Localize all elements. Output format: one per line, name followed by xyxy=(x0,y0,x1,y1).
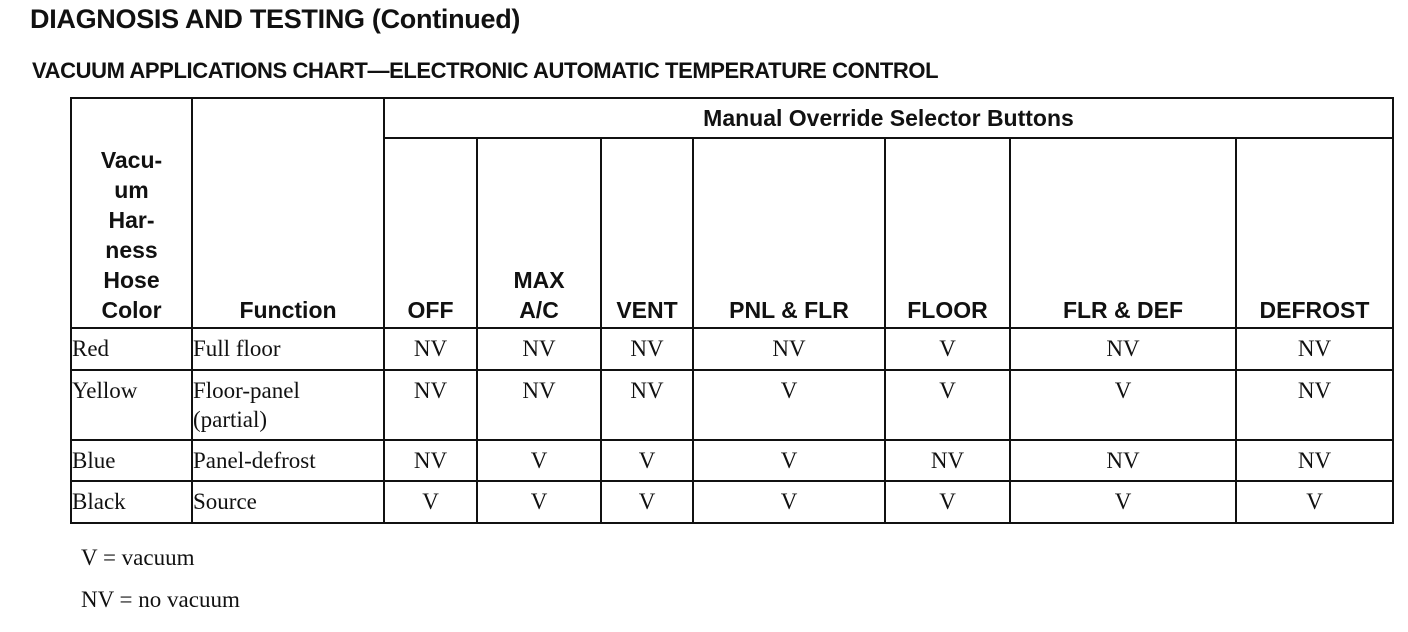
page-heading: DIAGNOSIS AND TESTING (Continued) xyxy=(30,4,521,34)
hose-color-cell: Black xyxy=(71,481,192,523)
vacuum-value-cell: V xyxy=(1010,370,1236,440)
vacuum-value-cell: NV xyxy=(885,440,1010,481)
vacuum-value-cell: NV xyxy=(477,370,601,440)
vacuum-value-cell: V xyxy=(477,440,601,481)
vacuum-value-cell: NV xyxy=(1236,440,1393,481)
vacuum-value-cell: V xyxy=(693,440,885,481)
function-cell: Source xyxy=(192,481,384,523)
function-header: Function xyxy=(192,98,384,328)
vacuum-value-cell: NV xyxy=(1010,328,1236,370)
hose-color-cell: Blue xyxy=(71,440,192,481)
vacuum-value-cell: NV xyxy=(1236,328,1393,370)
vacuum-value-cell: NV xyxy=(384,328,477,370)
vacuum-value-cell: NV xyxy=(477,328,601,370)
vacuum-value-cell: V xyxy=(601,440,693,481)
vacuum-value-cell: V xyxy=(1236,481,1393,523)
vacuum-value-cell: V xyxy=(601,481,693,523)
override-group-header: Manual Override Selector Buttons xyxy=(384,98,1393,138)
function-cell: Floor-panel (partial) xyxy=(192,370,384,440)
legend-vacuum: V = vacuum xyxy=(81,545,195,570)
header-row-group xyxy=(71,98,1393,138)
button-header-flr-def: FLR & DEF xyxy=(1010,138,1236,328)
button-header-pnl-flr: PNL & FLR xyxy=(693,138,885,328)
vacuum-value-cell: V xyxy=(885,328,1010,370)
button-header-defrost: DEFROST xyxy=(1236,138,1393,328)
vacuum-value-cell: NV xyxy=(384,370,477,440)
button-header-vent: VENT xyxy=(601,138,693,328)
vacuum-value-cell: V xyxy=(693,370,885,440)
button-header-max-ac: MAX A/C xyxy=(477,138,601,328)
button-header-off: OFF xyxy=(384,138,477,328)
table-row xyxy=(71,328,1393,370)
function-cell: Panel-defrost xyxy=(192,440,384,481)
hose-color-cell: Yellow xyxy=(71,370,192,440)
vacuum-value-cell: NV xyxy=(601,328,693,370)
vacuum-value-cell: V xyxy=(693,481,885,523)
chart-title: VACUUM APPLICATIONS CHART—ELECTRONIC AUTOMATIC TEMPERATURE CONTROL xyxy=(32,58,939,83)
table-row xyxy=(71,440,1393,481)
button-header-floor: FLOOR xyxy=(885,138,1010,328)
hose-color-cell: Red xyxy=(71,328,192,370)
table-row xyxy=(71,481,1393,523)
function-cell: Full floor xyxy=(192,328,384,370)
vacuum-value-cell: V xyxy=(1010,481,1236,523)
vacuum-value-cell: NV xyxy=(1010,440,1236,481)
table-row xyxy=(71,370,1393,440)
vacuum-value-cell: V xyxy=(885,370,1010,440)
legend-no-vacuum: NV = no vacuum xyxy=(81,587,240,612)
vacuum-value-cell: V xyxy=(384,481,477,523)
vacuum-value-cell: NV xyxy=(384,440,477,481)
hose-color-header: Vacu- um Har- ness Hose Color xyxy=(71,98,192,328)
vacuum-value-cell: V xyxy=(477,481,601,523)
vacuum-value-cell: NV xyxy=(1236,370,1393,440)
vacuum-applications-table xyxy=(70,97,1394,524)
vacuum-value-cell: NV xyxy=(693,328,885,370)
vacuum-value-cell: NV xyxy=(601,370,693,440)
vacuum-value-cell: V xyxy=(885,481,1010,523)
